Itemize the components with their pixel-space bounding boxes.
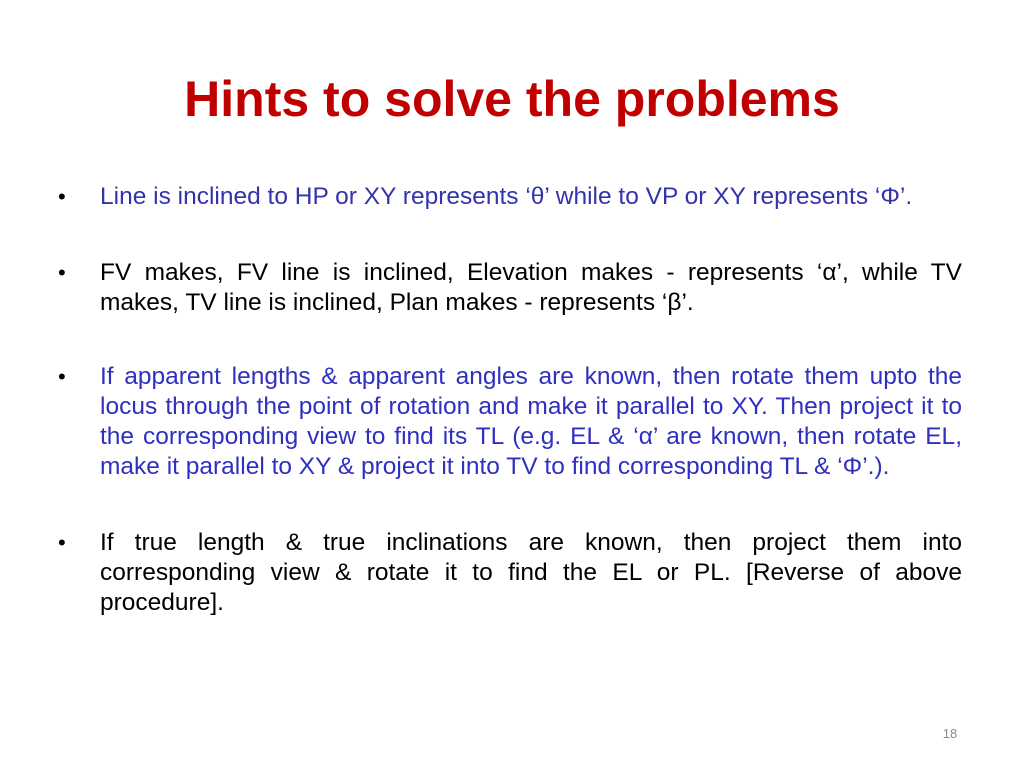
bullet-item (58, 528, 962, 618)
bullet-text: If apparent lengths & apparent angles are known, then rotate them upto the locus through the point of rotation and make it parallel to XY. Then project it to the corresponding view to find its TL (e.g. EL & ‘α’ are known, then rotate EL, make it parallel to XY & project it into TV to find corresponding TL & ‘Φ’.). (100, 363, 962, 480)
bullet-item (58, 182, 962, 212)
page-number: 18 (942, 726, 958, 741)
bullet-list (58, 182, 962, 618)
bullet-marker: • (58, 364, 66, 389)
bullet-marker: • (58, 530, 66, 555)
bullet-marker: • (58, 260, 66, 285)
slide-title: Hints to solve the problems (184, 71, 840, 127)
bullet-marker: • (58, 184, 66, 209)
bullet-text: FV makes, FV line is inclined, Elevation makes - represents ‘α’, while TV makes, TV line is inclined, Plan makes - represents ‘β’. (100, 259, 962, 316)
bullet-item (58, 362, 962, 482)
bullet-item (58, 258, 962, 318)
bullet-text: Line is inclined to HP or XY represents ‘θ’ while to VP or XY represents ‘Φ’. (100, 183, 913, 210)
bullet-text: If true length & true inclinations are known, then project them into corresponding view & rotate it to find the EL or PL. [Reverse of above procedure]. (100, 529, 962, 616)
